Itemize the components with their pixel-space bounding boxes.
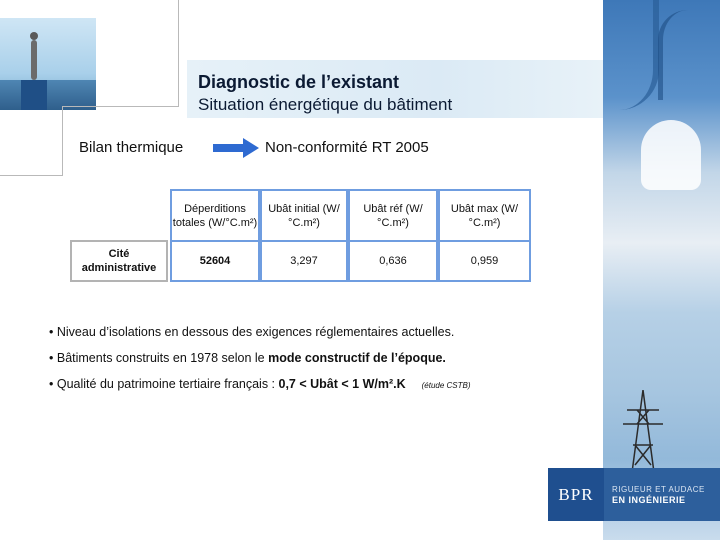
table-cell: 0,959 xyxy=(438,240,531,282)
table-header: Ubât max (W/°C.m²) xyxy=(438,189,531,242)
table-header: Déperditions totales (W/°C.m²) xyxy=(170,189,260,242)
bilan-result: Non-conformité RT 2005 xyxy=(265,139,429,156)
table-cell: 3,297 xyxy=(260,240,348,282)
bullet-text: Bâtiments construits en 1978 selon le xyxy=(56,351,269,365)
frame-line xyxy=(178,0,179,106)
pylon-image xyxy=(613,390,673,480)
bilan-label: Bilan thermique xyxy=(79,139,184,156)
frame-line xyxy=(0,175,62,176)
right-arrow-icon xyxy=(213,138,259,158)
bullet-item: • Bâtiments construits en 1978 selon le mode constructif de l’époque. xyxy=(49,351,446,365)
bullet-item: • Niveau d’isolations en dessous des exigences réglementaires actuelles. xyxy=(49,325,455,339)
bullet-emphasis: mode constructif de l’époque. xyxy=(268,351,446,365)
bullet-text: Qualité du patrimoine tertiaire français : xyxy=(56,377,279,391)
table-header: Ubât réf (W/°C.m²) xyxy=(348,189,438,242)
frame-line xyxy=(62,106,63,176)
bullet-text: Niveau d’isolations en dessous des exigences réglementaires actuelles. xyxy=(56,325,455,339)
page-title: Diagnostic de l’existant xyxy=(198,72,400,92)
table-cell: 0,636 xyxy=(348,240,438,282)
table-header: Ubât initial (W/°C.m²) xyxy=(260,189,348,242)
logo-mark: BPR xyxy=(558,485,594,504)
frame-line xyxy=(62,106,179,107)
side-photo-strip xyxy=(603,0,720,540)
table-row-label: Cité administrative xyxy=(70,240,168,282)
logo-tagline: RIGUEUR ET AUDACE xyxy=(612,485,705,494)
bullet-item: • Qualité du patrimoine tertiaire français : 0,7 < Ubât < 1 W/m².K (étude CSTB) xyxy=(49,377,471,391)
source-note: (étude CSTB) xyxy=(421,381,471,390)
header-photo-left xyxy=(0,18,96,110)
table-cell: 52604 xyxy=(170,240,260,282)
bullet-emphasis: 0,7 < Ubât < 1 W/m².K xyxy=(278,377,406,391)
logo-tagline: EN INGÉNIERIE xyxy=(612,495,686,505)
page-subtitle: Situation énergétique du bâtiment xyxy=(198,95,453,114)
